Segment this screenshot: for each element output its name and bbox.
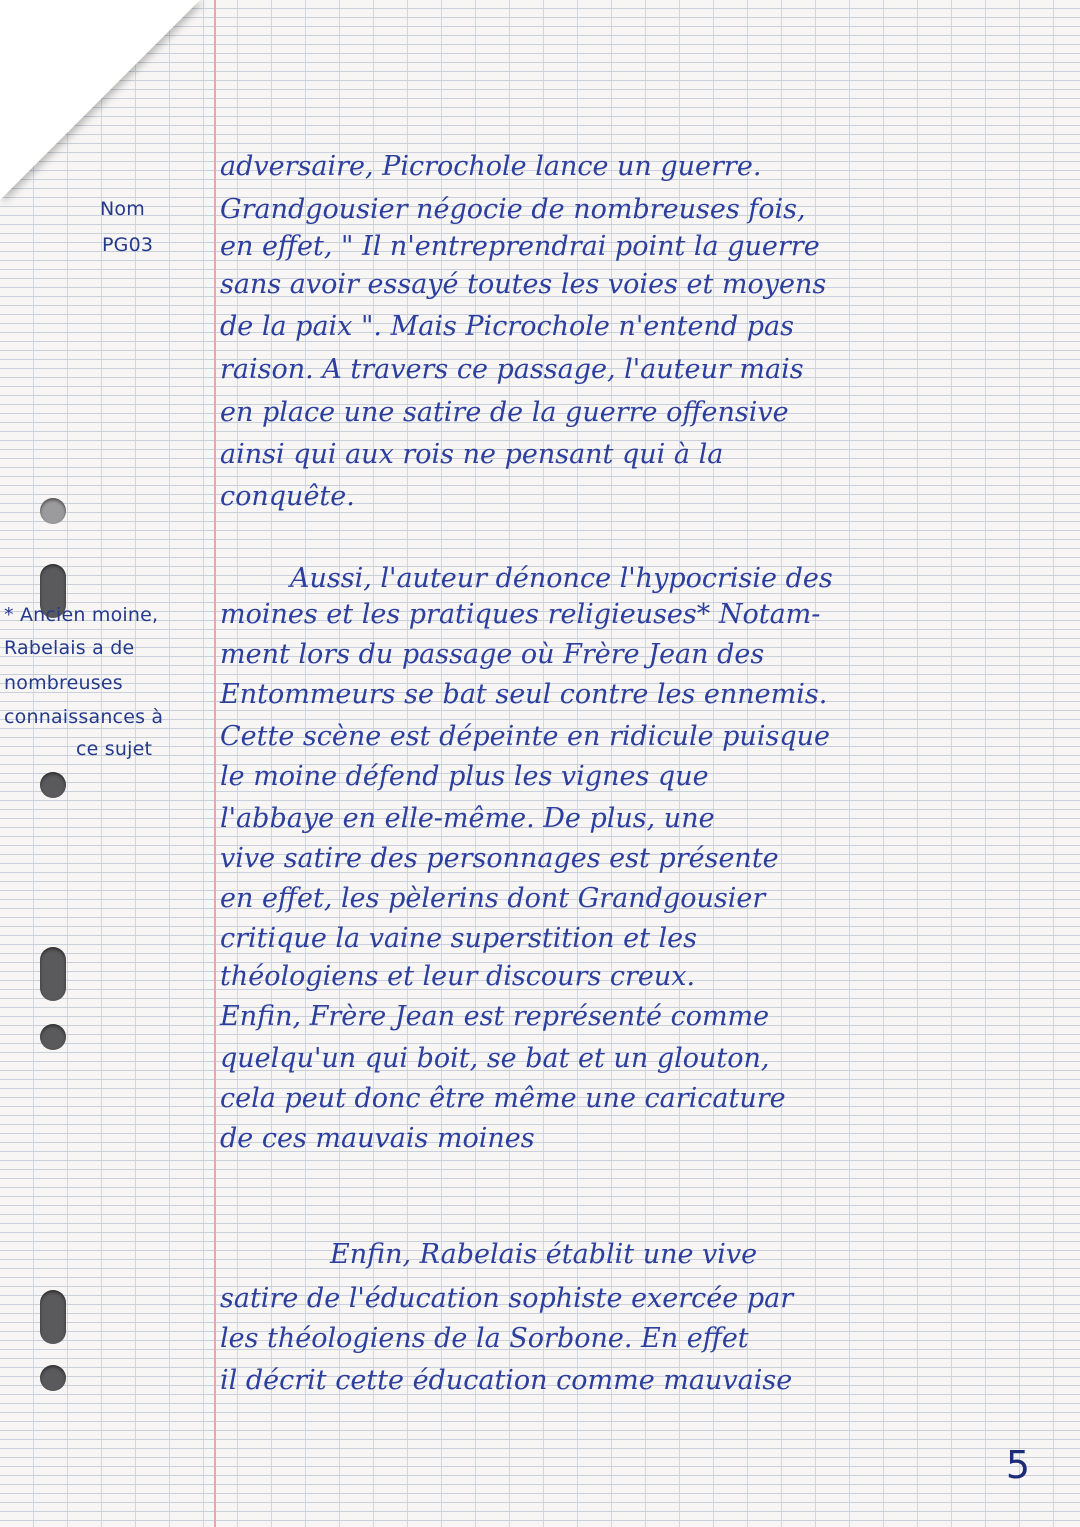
text-line: adversaire, Picrochole lance un guerre. [220,151,762,182]
text-line: Enfin, Frère Jean est représenté comme [220,1001,770,1032]
text-line: cela peut donc être même une caricature [220,1083,786,1114]
folded-corner [0,0,200,200]
punch-hole [40,1290,66,1344]
margin-note-line: * Ancien moine, [4,604,159,626]
text-line: en effet, les pèlerins dont Grandgousier [220,883,766,914]
text-line: Cette scène est dépeinte en ridicule puisque [220,721,830,752]
text-line: de la paix ". Mais Picrochole n'entend pas [220,311,794,342]
text-line: Grandgousier négocie de nombreuses fois, [220,194,806,225]
text-line: ainsi qui aux rois ne pensant qui à la [220,439,724,470]
text-line: conquête. [220,481,355,512]
text-line: moines et les pratiques religieuses* Notam- [220,599,821,630]
margin-name-label: Nom [100,198,145,220]
text-line: l'abbaye en elle-même. De plus, une [220,803,715,834]
punch-hole [40,498,66,524]
margin-note-line: nombreuses [4,672,123,694]
text-line: en effet, " Il n'entreprendrai point la guerre [220,231,820,262]
page-number: 5 [1005,1443,1030,1487]
margin-line [214,0,216,1527]
text-line: théologiens et leur discours creux. [220,961,696,992]
text-line: en place une satire de la guerre offensive [220,397,789,428]
text-line: vive satire des personnages est présente [220,843,779,874]
punch-hole [40,1024,66,1050]
text-line: ment lors du passage où Frère Jean des [220,639,765,670]
margin-note-line: ce sujet [76,738,153,760]
punch-hole [40,772,66,798]
text-line: critique la vaine superstition et les [220,923,697,954]
text-line: raison. A travers ce passage, l'auteur mais [220,354,804,385]
punch-hole [40,947,66,1001]
text-line: de ces mauvais moines [220,1123,535,1154]
text-line: sans avoir essayé toutes les voies et moyens [220,269,827,300]
text-line: Aussi, l'auteur dénonce l'hypocrisie des [290,563,833,594]
text-line: satire de l'éducation sophiste exercée par [220,1283,794,1314]
text-line: quelqu'un qui boit, se bat et un glouton, [220,1043,770,1074]
text-line: il décrit cette éducation comme mauvaise [220,1365,793,1396]
margin-code-label: PG03 [102,234,154,256]
text-line: le moine défend plus les vignes que [220,761,709,792]
margin-note-line: Rabelais a de [4,637,135,659]
margin-note-line: connaissances à [4,706,164,728]
text-line: les théologiens de la Sorbone. En effet [220,1323,749,1354]
punch-hole [40,1365,66,1391]
text-line: Entommeurs se bat seul contre les ennemis. [220,679,828,710]
text-line: Enfin, Rabelais établit une vive [330,1239,758,1270]
